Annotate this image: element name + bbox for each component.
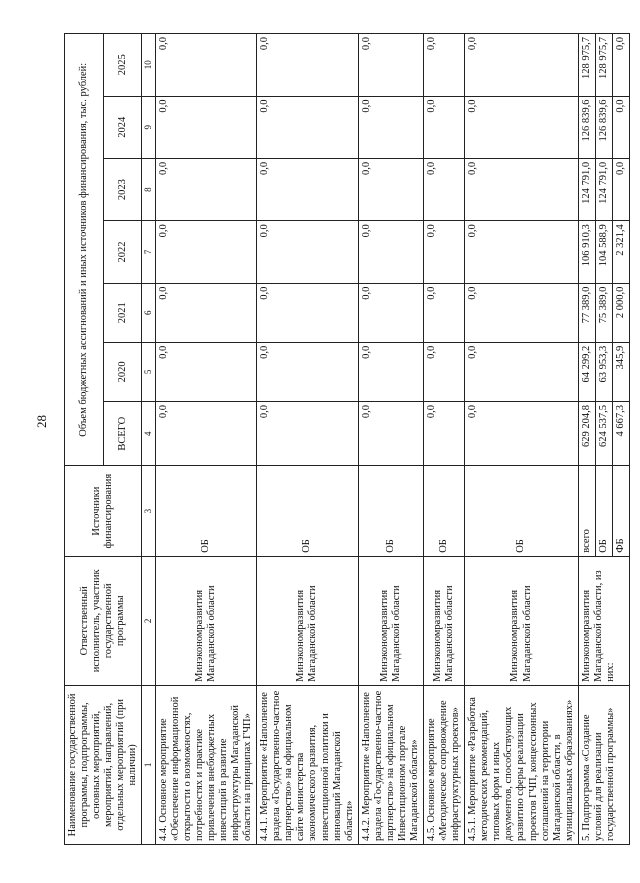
row-value: 0,0 xyxy=(358,342,423,401)
row-value: 0,0 xyxy=(424,283,465,342)
table-row xyxy=(358,34,423,845)
row-value: 0,0 xyxy=(257,34,359,97)
header-executor: Ответственный исполнитель, участник государственной программы xyxy=(65,556,142,685)
row-value: 0,0 xyxy=(612,96,629,158)
row-value: 104 588,9 xyxy=(595,221,612,283)
rotated-table-sheet xyxy=(64,33,634,845)
table-row xyxy=(424,34,465,845)
row-value: 0,0 xyxy=(257,401,359,466)
row-value: 0,0 xyxy=(257,96,359,158)
row-value: 128 975,7 xyxy=(578,34,595,97)
header-year: 2021 xyxy=(103,283,142,342)
row-value: 0,0 xyxy=(155,401,257,466)
row-source: ОБ xyxy=(257,466,359,556)
row-value: 0,0 xyxy=(155,342,257,401)
row-executor: Минэкономразвития Магаданской области xyxy=(155,556,257,685)
row-value: 629 204,8 xyxy=(578,401,595,466)
row-value: 128 975,7 xyxy=(595,34,612,97)
row-value: 0,0 xyxy=(358,158,423,220)
column-index: 3 xyxy=(142,466,155,556)
row-value: 0,0 xyxy=(257,342,359,401)
row-value: 126 839,6 xyxy=(578,96,595,158)
row-value: 4 667,3 xyxy=(612,401,629,466)
row-value: 0,0 xyxy=(465,34,579,97)
row-value: 75 389,0 xyxy=(595,283,612,342)
row-source: ОБ xyxy=(465,466,579,556)
header-year: 2025 xyxy=(103,34,142,97)
table-row xyxy=(257,34,359,845)
page-number: 28 xyxy=(34,415,49,428)
header-year: 2024 xyxy=(103,96,142,158)
row-value: 0,0 xyxy=(465,283,579,342)
column-index: 8 xyxy=(142,158,155,220)
subprogram-row-total xyxy=(578,34,595,845)
column-index: 9 xyxy=(142,96,155,158)
row-value: 0,0 xyxy=(465,342,579,401)
header-year: 2023 xyxy=(103,158,142,220)
column-index: 2 xyxy=(142,556,155,685)
row-value: 0,0 xyxy=(155,158,257,220)
row-value: 0,0 xyxy=(257,283,359,342)
row-source: ОБ xyxy=(595,466,612,556)
row-executor: Минэкономразвития Магаданской области xyxy=(465,556,579,685)
row-value: 2 000,0 xyxy=(612,283,629,342)
row-name: 4.5. Основное мероприятие «Методическое сопровождение инфраструктурных проектов» xyxy=(424,685,465,844)
row-value: 0,0 xyxy=(358,283,423,342)
row-value: 0,0 xyxy=(465,96,579,158)
row-value: 0,0 xyxy=(612,158,629,220)
row-value: 64 299,2 xyxy=(578,342,595,401)
row-value: 0,0 xyxy=(465,221,579,283)
column-index: 6 xyxy=(142,283,155,342)
row-value: 0,0 xyxy=(155,34,257,97)
column-index: 10 xyxy=(142,34,155,97)
row-source: ОБ xyxy=(358,466,423,556)
row-value: 0,0 xyxy=(257,221,359,283)
header-total: ВСЕГО xyxy=(103,401,142,466)
column-index: 5 xyxy=(142,342,155,401)
row-value: 0,0 xyxy=(424,401,465,466)
row-value: 0,0 xyxy=(424,221,465,283)
row-executor: Минэкономразвития Магаданской области xyxy=(358,556,423,685)
row-value: 63 953,3 xyxy=(595,342,612,401)
row-value: 0,0 xyxy=(424,96,465,158)
row-value: 77 389,0 xyxy=(578,283,595,342)
header-source: Источники финансирования xyxy=(65,466,142,556)
row-value: 124 791,0 xyxy=(595,158,612,220)
row-value: 0,0 xyxy=(155,96,257,158)
row-value: 345,9 xyxy=(612,342,629,401)
row-value: 126 839,6 xyxy=(595,96,612,158)
row-value: 0,0 xyxy=(424,158,465,220)
row-value: 0,0 xyxy=(358,401,423,466)
row-value: 0,0 xyxy=(358,34,423,97)
financing-table xyxy=(64,33,630,845)
row-executor: Минэкономразвития Магаданской области xyxy=(424,556,465,685)
table-row xyxy=(155,34,257,845)
subprogram-name: 5. Подпрограмма «Создание условий для реализации государственной программы» xyxy=(578,685,629,844)
row-value: 0,0 xyxy=(257,158,359,220)
header-year: 2022 xyxy=(103,221,142,283)
row-value: 2 321,4 xyxy=(612,221,629,283)
row-value: 0,0 xyxy=(155,221,257,283)
row-value: 0,0 xyxy=(424,34,465,97)
table-row xyxy=(465,34,579,845)
header-year: 2020 xyxy=(103,342,142,401)
row-name: 4.4.1. Мероприятие «Наполнение раздела «Государственно-частное партнерство» на официальном сайте министерства экономического развития, инвестиционной политики и инноваций Магаданской области» xyxy=(257,685,359,844)
row-source: всего xyxy=(578,466,595,556)
row-value: 0,0 xyxy=(465,401,579,466)
row-value: 0,0 xyxy=(155,283,257,342)
row-value: 124 791,0 xyxy=(578,158,595,220)
row-value: 0,0 xyxy=(358,96,423,158)
subprogram-executor: Минэкономразвития Магаданской области, из них: xyxy=(578,556,629,685)
row-value: 0,0 xyxy=(612,34,629,97)
column-index: 4 xyxy=(142,401,155,466)
row-source: ФБ xyxy=(612,466,629,556)
row-value: 0,0 xyxy=(424,342,465,401)
row-source: ОБ xyxy=(424,466,465,556)
row-value: 0,0 xyxy=(465,158,579,220)
header-volume: Объем бюджетных ассигнований и иных источников финансирования, тыс. рублей: xyxy=(65,34,104,466)
row-name: 4.4.2. Мероприятие «Наполнение раздела «Государственно-частное партнерство» на официальном Инвестиционном портале Магаданской области» xyxy=(358,685,423,844)
row-executor: Минэкономразвития Магаданской области xyxy=(257,556,359,685)
column-index: 1 xyxy=(142,685,155,844)
header-name: Наименование государственной программы, подпрограммы, основных мероприятий, мероприятий, направлений, отдельных мероприятий (при наличии) xyxy=(65,685,142,844)
row-name: 4.4. Основное мероприятие «Обеспечение информационной открытости о возможностях, потребностях и практике привлечения внебюджетных инвестиций в развитие инфраструктуры Магаданской области на принципах ГЧП» xyxy=(155,685,257,844)
row-value: 0,0 xyxy=(358,221,423,283)
row-value: 106 910,3 xyxy=(578,221,595,283)
row-name: 4.5.1. Мероприятие «Разработка методических рекомендаций, типовых форм и иных документов, способствующих развитию сферы реализации проектов ГЧП, концессионных соглашений на территории Магаданской области, в муниципальных образованиях» xyxy=(465,685,579,844)
row-value: 624 537,5 xyxy=(595,401,612,466)
column-index: 7 xyxy=(142,221,155,283)
row-source: ОБ xyxy=(155,466,257,556)
